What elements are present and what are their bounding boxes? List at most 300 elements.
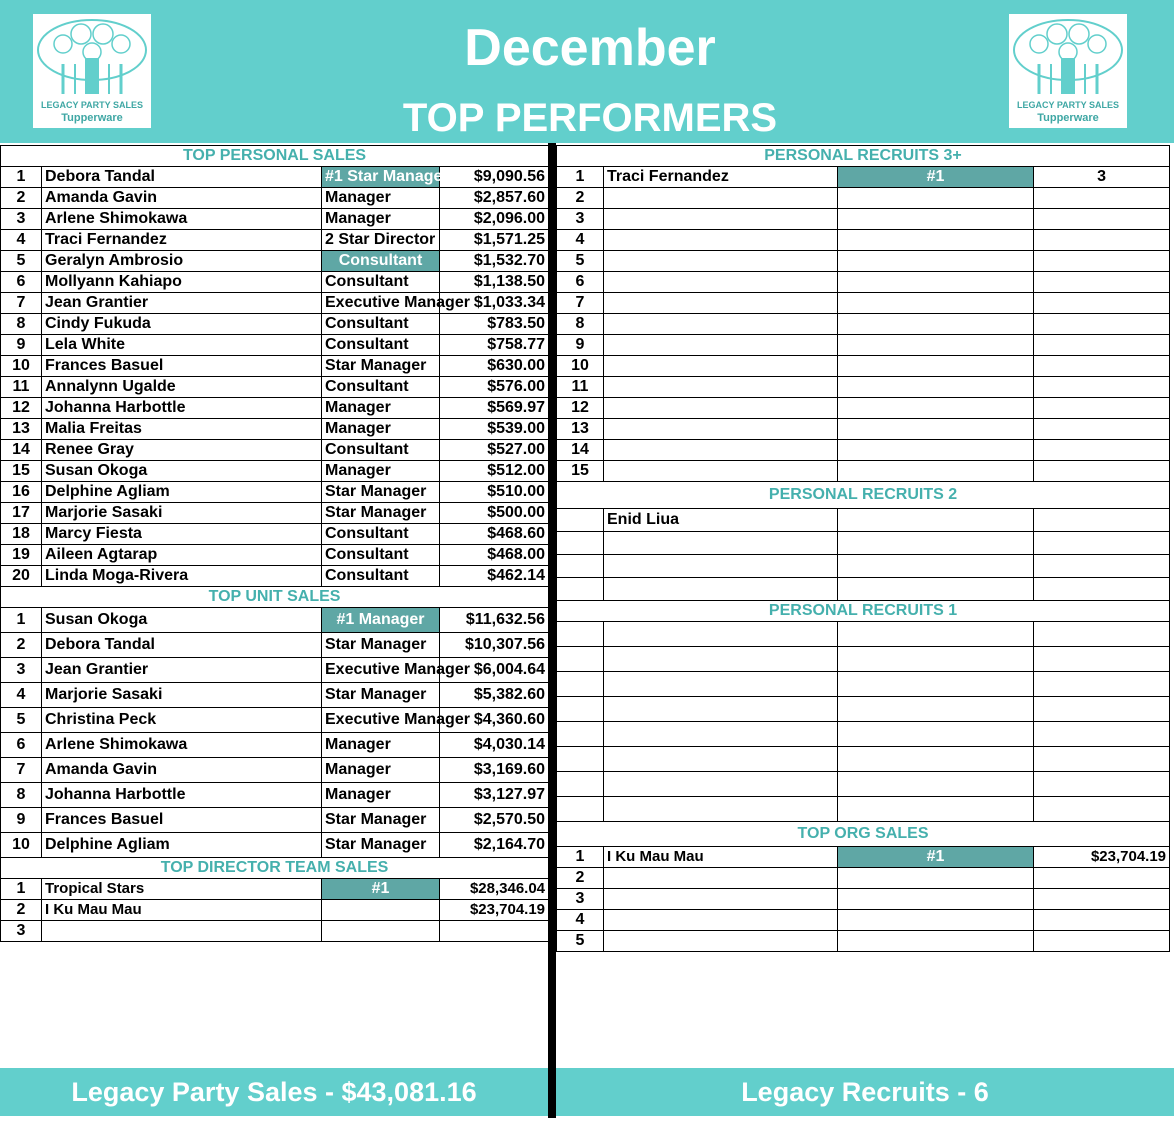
name-cell: Susan Okoga	[42, 608, 322, 633]
badge-cell	[838, 461, 1034, 482]
amount-cell: $783.50	[440, 314, 549, 335]
amount-cell: $10,307.56	[440, 633, 549, 658]
name-cell: Amanda Gavin	[42, 758, 322, 783]
table-row	[557, 910, 1170, 931]
table-row	[557, 230, 1170, 251]
right-recruits-table	[556, 145, 1170, 952]
badge-cell	[838, 931, 1034, 952]
name-cell: Aileen Agtarap	[42, 545, 322, 566]
table-row	[557, 889, 1170, 910]
rank-cell: 9	[557, 335, 604, 356]
name-cell	[604, 578, 838, 601]
column-divider	[548, 143, 556, 1118]
table-row	[1, 230, 549, 251]
count-cell	[1034, 293, 1170, 314]
badge-cell	[838, 532, 1034, 555]
table-row	[1, 188, 549, 209]
name-cell: Malia Freitas	[42, 419, 322, 440]
count-cell	[1034, 889, 1170, 910]
name-cell: Marcy Fiesta	[42, 524, 322, 545]
title-cell: Consultant	[322, 314, 440, 335]
count-cell	[1034, 555, 1170, 578]
table-row	[1, 398, 549, 419]
rank-cell: 16	[1, 482, 42, 503]
table-row	[557, 647, 1170, 672]
count-cell: $23,704.19	[1034, 847, 1170, 868]
table-row	[1, 461, 549, 482]
count-cell	[1034, 272, 1170, 293]
table-row	[557, 532, 1170, 555]
table-row	[1, 900, 549, 921]
rank-cell	[557, 772, 604, 797]
title-cell	[322, 921, 440, 942]
badge-cell	[838, 622, 1034, 647]
name-cell: Johanna Harbottle	[42, 783, 322, 808]
amount-cell: $1,033.34	[440, 293, 549, 314]
rank-cell: 14	[557, 440, 604, 461]
count-cell	[1034, 797, 1170, 822]
name-cell: Enid Liua	[604, 509, 838, 532]
name-cell: Traci Fernandez	[42, 230, 322, 251]
table-row	[1, 524, 549, 545]
count-cell	[1034, 377, 1170, 398]
badge-cell: #1	[838, 847, 1034, 868]
amount-cell: $527.00	[440, 440, 549, 461]
rank-cell: 8	[1, 783, 42, 808]
name-cell	[604, 722, 838, 747]
badge-cell	[838, 335, 1034, 356]
table-row	[1, 482, 549, 503]
rank-cell: 17	[1, 503, 42, 524]
title-cell: Star Manager	[322, 482, 440, 503]
name-cell	[604, 230, 838, 251]
table-row	[557, 461, 1170, 482]
logo-right	[1009, 14, 1127, 128]
title-cell: #1 Manager	[322, 608, 440, 633]
amount-cell: $1,532.70	[440, 251, 549, 272]
name-cell	[604, 356, 838, 377]
name-cell	[604, 931, 838, 952]
section-director-sales	[1, 858, 549, 879]
title-cell: Manager	[322, 398, 440, 419]
table-row	[557, 272, 1170, 293]
section-personal-sales-title: TOP PERSONAL SALES	[1, 146, 549, 167]
rank-cell: 4	[1, 683, 42, 708]
title-cell: Consultant	[322, 377, 440, 398]
rank-cell: 11	[557, 377, 604, 398]
rank-cell: 2	[557, 188, 604, 209]
table-row	[1, 440, 549, 461]
name-cell: Lela White	[42, 335, 322, 356]
badge-cell	[838, 272, 1034, 293]
rank-cell: 3	[557, 889, 604, 910]
rank-cell: 5	[1, 708, 42, 733]
rank-cell: 10	[1, 356, 42, 377]
badge-cell	[838, 230, 1034, 251]
table-row	[1, 335, 549, 356]
amount-cell: $1,571.25	[440, 230, 549, 251]
name-cell	[604, 272, 838, 293]
rank-cell	[557, 797, 604, 822]
count-cell	[1034, 461, 1170, 482]
amount-cell: $512.00	[440, 461, 549, 482]
logo-text-line1: LEGACY PARTY SALES	[40, 100, 144, 110]
title-cell: Executive Manager	[322, 658, 440, 683]
name-cell	[604, 747, 838, 772]
rank-cell: 10	[557, 356, 604, 377]
amount-cell: $569.97	[440, 398, 549, 419]
amount-cell	[440, 921, 549, 942]
section-personal-sales	[1, 146, 549, 167]
amount-cell: $2,096.00	[440, 209, 549, 230]
table-row	[557, 251, 1170, 272]
rank-cell: 5	[1, 251, 42, 272]
amount-cell: $4,360.60	[440, 708, 549, 733]
name-cell	[604, 797, 838, 822]
table-row	[557, 747, 1170, 772]
badge-cell	[838, 209, 1034, 230]
name-cell	[604, 647, 838, 672]
title-cell: Star Manager	[322, 683, 440, 708]
logo-text-line2: Tupperware	[1037, 112, 1099, 124]
badge-cell	[838, 314, 1034, 335]
rank-cell: 6	[1, 272, 42, 293]
table-row	[557, 293, 1170, 314]
amount-cell: $3,169.60	[440, 758, 549, 783]
name-cell: I Ku Mau Mau	[604, 847, 838, 868]
badge-cell	[838, 188, 1034, 209]
title-cell: Manager	[322, 461, 440, 482]
table-row	[1, 683, 549, 708]
table-row	[557, 509, 1170, 532]
table-row	[557, 356, 1170, 377]
badge-cell	[838, 398, 1034, 419]
rank-cell: 12	[1, 398, 42, 419]
name-cell	[604, 377, 838, 398]
count-cell	[1034, 440, 1170, 461]
amount-cell: $1,138.50	[440, 272, 549, 293]
title-cell: Consultant	[322, 335, 440, 356]
rank-cell: 1	[1, 608, 42, 633]
table-row	[1, 314, 549, 335]
table-row	[1, 758, 549, 783]
count-cell	[1034, 532, 1170, 555]
table-row	[1, 209, 549, 230]
section-recruits-1	[557, 601, 1170, 622]
rank-cell: 14	[1, 440, 42, 461]
rank-cell: 9	[1, 335, 42, 356]
count-cell	[1034, 647, 1170, 672]
table-row	[1, 658, 549, 683]
rank-cell: 2	[1, 900, 42, 921]
table-row	[557, 697, 1170, 722]
title-cell: Star Manager	[322, 833, 440, 858]
name-cell: Mollyann Kahiapo	[42, 272, 322, 293]
name-cell: Debora Tandal	[42, 167, 322, 188]
rank-cell: 11	[1, 377, 42, 398]
name-cell: Jean Grantier	[42, 658, 322, 683]
name-cell: Marjorie Sasaki	[42, 503, 322, 524]
name-cell: Arlene Shimokawa	[42, 733, 322, 758]
table-row	[557, 167, 1170, 188]
rank-cell: 20	[1, 566, 42, 587]
count-cell	[1034, 747, 1170, 772]
title-cell: Star Manager	[322, 808, 440, 833]
rank-cell: 1	[1, 167, 42, 188]
rank-cell: 15	[1, 461, 42, 482]
month-title: December	[464, 19, 716, 77]
section-recruits-3plus	[557, 146, 1170, 167]
header-banner	[0, 0, 1174, 143]
name-cell	[604, 251, 838, 272]
rank-cell	[557, 532, 604, 555]
name-cell	[604, 772, 838, 797]
section-recruits-2	[557, 482, 1170, 509]
title-cell: Consultant	[322, 251, 440, 272]
amount-cell: $468.00	[440, 545, 549, 566]
title-cell: Manager	[322, 209, 440, 230]
count-cell	[1034, 931, 1170, 952]
table-row	[1, 566, 549, 587]
badge-cell	[838, 251, 1034, 272]
amount-cell: $3,127.97	[440, 783, 549, 808]
rank-cell: 18	[1, 524, 42, 545]
badge-cell	[838, 672, 1034, 697]
table-row	[557, 931, 1170, 952]
title-cell: Star Manager	[322, 503, 440, 524]
name-cell: I Ku Mau Mau	[42, 900, 322, 921]
badge-cell	[838, 356, 1034, 377]
amount-cell: $462.14	[440, 566, 549, 587]
logo-left	[33, 14, 151, 128]
count-cell	[1034, 772, 1170, 797]
name-cell	[604, 440, 838, 461]
name-cell: Johanna Harbottle	[42, 398, 322, 419]
rank-cell: 12	[557, 398, 604, 419]
table-row	[1, 921, 549, 942]
count-cell	[1034, 209, 1170, 230]
table-row	[557, 419, 1170, 440]
name-cell	[604, 868, 838, 889]
logo-text-line2: Tupperware	[61, 112, 123, 124]
name-cell	[604, 209, 838, 230]
name-cell	[604, 335, 838, 356]
table-row	[1, 272, 549, 293]
amount-cell: $510.00	[440, 482, 549, 503]
amount-cell: $4,030.14	[440, 733, 549, 758]
left-sales-table	[0, 145, 549, 942]
badge-cell	[838, 647, 1034, 672]
amount-cell: $500.00	[440, 503, 549, 524]
count-cell	[1034, 868, 1170, 889]
name-cell	[604, 398, 838, 419]
section-unit-sales-title: TOP UNIT SALES	[1, 587, 549, 608]
title-cell: 2 Star Director	[322, 230, 440, 251]
rank-cell: 19	[1, 545, 42, 566]
name-cell	[604, 697, 838, 722]
badge-cell	[838, 440, 1034, 461]
badge-cell	[838, 868, 1034, 889]
rank-cell	[557, 622, 604, 647]
badge-cell	[838, 555, 1034, 578]
table-row	[1, 808, 549, 833]
badge-cell	[838, 797, 1034, 822]
name-cell: Amanda Gavin	[42, 188, 322, 209]
table-row	[557, 209, 1170, 230]
badge-cell	[838, 747, 1034, 772]
count-cell	[1034, 672, 1170, 697]
count-cell	[1034, 722, 1170, 747]
table-row	[1, 377, 549, 398]
name-cell: Annalynn Ugalde	[42, 377, 322, 398]
name-cell: Arlene Shimokawa	[42, 209, 322, 230]
title-cell: Manager	[322, 783, 440, 808]
rank-cell: 13	[557, 419, 604, 440]
name-cell	[604, 889, 838, 910]
rank-cell: 1	[557, 847, 604, 868]
rank-cell	[557, 722, 604, 747]
name-cell	[604, 188, 838, 209]
rank-cell: 6	[1, 733, 42, 758]
count-cell	[1034, 314, 1170, 335]
rank-cell: 3	[1, 921, 42, 942]
amount-cell: $2,570.50	[440, 808, 549, 833]
title-cell: #1	[322, 879, 440, 900]
amount-cell: $9,090.56	[440, 167, 549, 188]
table-row	[557, 188, 1170, 209]
table-row	[557, 555, 1170, 578]
badge-cell	[838, 910, 1034, 931]
rank-cell: 7	[557, 293, 604, 314]
rank-cell: 1	[1, 879, 42, 900]
rank-cell: 4	[557, 910, 604, 931]
name-cell	[604, 555, 838, 578]
rank-cell: 2	[1, 188, 42, 209]
rank-cell: 8	[557, 314, 604, 335]
rank-cell: 6	[557, 272, 604, 293]
name-cell	[42, 921, 322, 942]
table-row	[557, 672, 1170, 697]
rank-cell	[557, 578, 604, 601]
title-cell: Star Manager	[322, 356, 440, 377]
rank-cell: 7	[1, 758, 42, 783]
rank-cell: 2	[1, 633, 42, 658]
amount-cell: $576.00	[440, 377, 549, 398]
title-cell: Consultant	[322, 566, 440, 587]
table-row	[1, 783, 549, 808]
name-cell: Frances Basuel	[42, 356, 322, 377]
badge-cell	[838, 697, 1034, 722]
table-row	[1, 251, 549, 272]
section-recruits-1-title: PERSONAL RECRUITS 1	[557, 601, 1170, 622]
count-cell	[1034, 697, 1170, 722]
amount-cell: $539.00	[440, 419, 549, 440]
rank-cell: 9	[1, 808, 42, 833]
rank-cell: 4	[557, 230, 604, 251]
rank-cell	[557, 697, 604, 722]
badge-cell	[838, 509, 1034, 532]
amount-cell: $11,632.56	[440, 608, 549, 633]
title-cell: Manager	[322, 758, 440, 783]
rank-cell	[557, 555, 604, 578]
rank-cell: 3	[557, 209, 604, 230]
amount-cell: $5,382.60	[440, 683, 549, 708]
name-cell: Linda Moga-Rivera	[42, 566, 322, 587]
amount-cell: $2,164.70	[440, 833, 549, 858]
name-cell: Frances Basuel	[42, 808, 322, 833]
badge-cell	[838, 293, 1034, 314]
rank-cell: 3	[1, 658, 42, 683]
name-cell	[604, 461, 838, 482]
badge-cell	[838, 722, 1034, 747]
title-cell	[322, 900, 440, 921]
table-row	[557, 622, 1170, 647]
table-row	[1, 503, 549, 524]
name-cell: Renee Gray	[42, 440, 322, 461]
rank-cell: 5	[557, 251, 604, 272]
rank-cell: 1	[557, 167, 604, 188]
footer-party-sales: Legacy Party Sales - $43,081.16	[0, 1068, 548, 1116]
table-row	[557, 440, 1170, 461]
title-cell: Manager	[322, 419, 440, 440]
section-org-sales-title: TOP ORG SALES	[557, 822, 1170, 847]
banyan-tree-icon	[33, 14, 151, 100]
banyan-tree-icon	[1009, 14, 1127, 100]
section-unit-sales	[1, 587, 549, 608]
count-cell	[1034, 509, 1170, 532]
name-cell: Marjorie Sasaki	[42, 683, 322, 708]
rank-cell	[557, 509, 604, 532]
name-cell	[604, 910, 838, 931]
section-director-sales-title: TOP DIRECTOR TEAM SALES	[1, 858, 549, 879]
table-row	[557, 772, 1170, 797]
name-cell	[604, 622, 838, 647]
table-row	[1, 633, 549, 658]
title-cell: Manager	[322, 733, 440, 758]
table-row	[557, 578, 1170, 601]
title-cell: Consultant	[322, 440, 440, 461]
amount-cell: $630.00	[440, 356, 549, 377]
amount-cell: $758.77	[440, 335, 549, 356]
name-cell: Traci Fernandez	[604, 167, 838, 188]
rank-cell: 10	[1, 833, 42, 858]
title-cell: Executive Manager	[322, 708, 440, 733]
table-row	[557, 377, 1170, 398]
rank-cell: 5	[557, 931, 604, 952]
amount-cell: $6,004.64	[440, 658, 549, 683]
count-cell	[1034, 356, 1170, 377]
name-cell: Delphine Agliam	[42, 833, 322, 858]
rank-cell: 15	[557, 461, 604, 482]
table-row	[557, 722, 1170, 747]
rank-cell: 8	[1, 314, 42, 335]
table-row	[557, 797, 1170, 822]
badge-cell: #1	[838, 167, 1034, 188]
badge-cell	[838, 377, 1034, 398]
table-row	[1, 608, 549, 633]
table-row	[1, 545, 549, 566]
title-cell: Star Manager	[322, 633, 440, 658]
title-cell: Consultant	[322, 524, 440, 545]
count-cell	[1034, 398, 1170, 419]
count-cell	[1034, 335, 1170, 356]
table-row	[1, 167, 549, 188]
table-row	[557, 847, 1170, 868]
badge-cell	[838, 419, 1034, 440]
table-row	[1, 356, 549, 377]
count-cell	[1034, 188, 1170, 209]
badge-cell	[838, 578, 1034, 601]
